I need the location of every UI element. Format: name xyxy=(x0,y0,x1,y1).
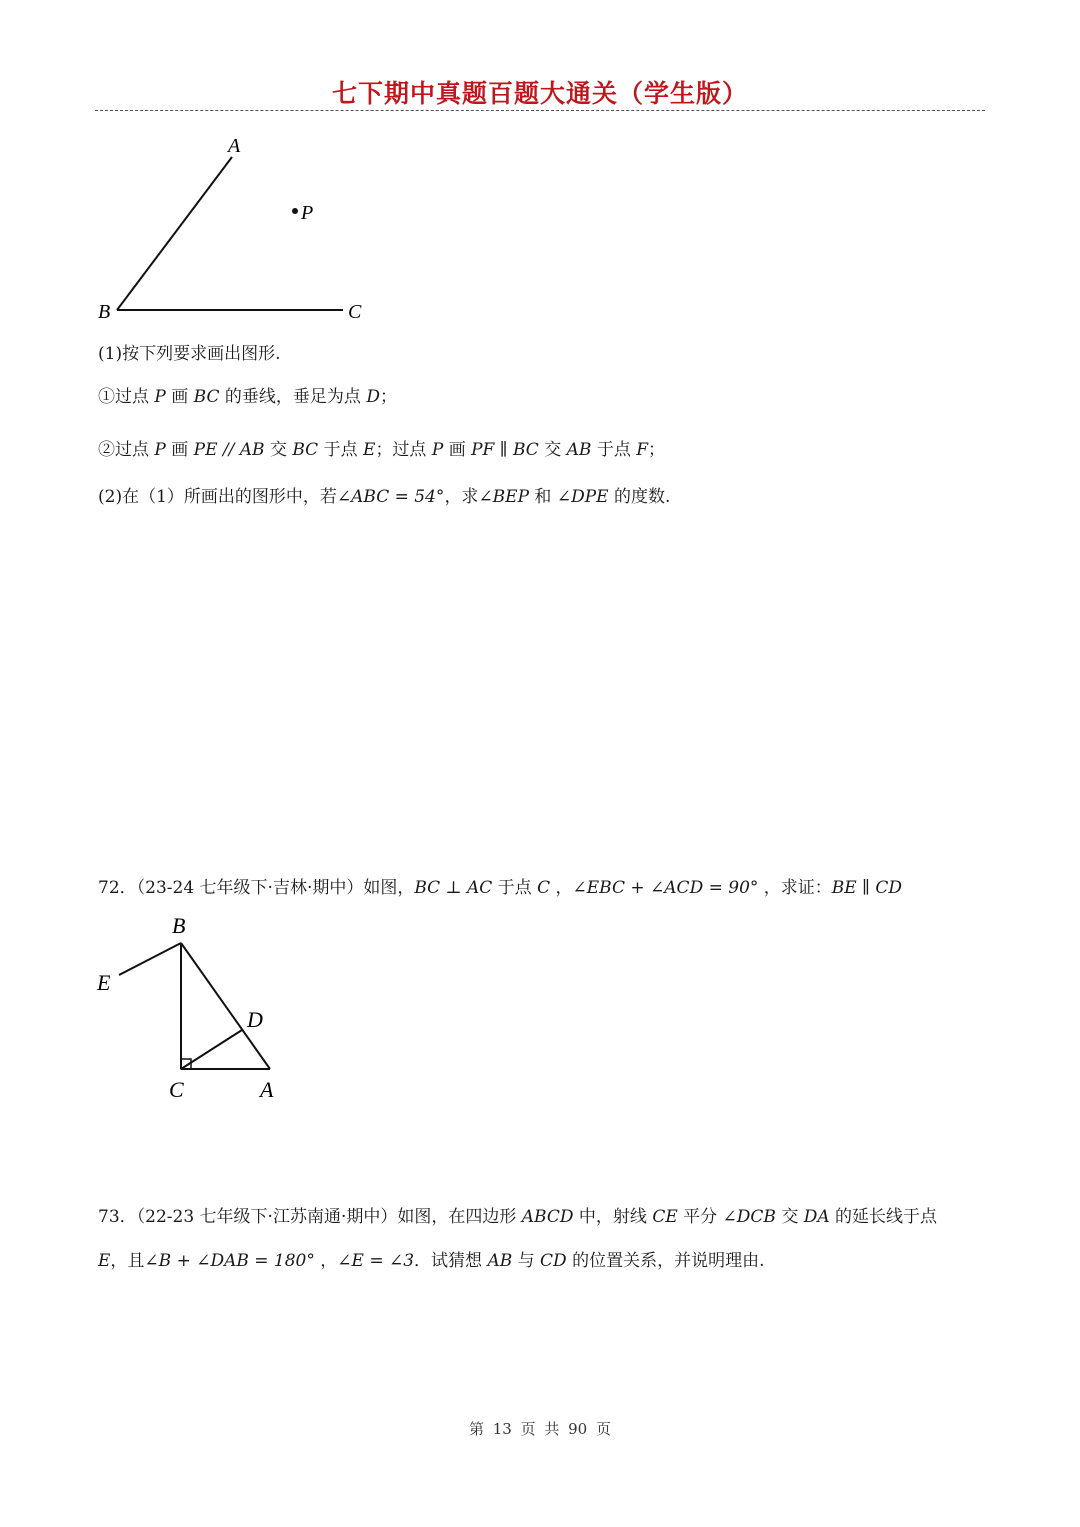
q71-part2: (2)在（1）所画出的图形中，若∠ABC = 54°，求∠BEP 和 ∠DPE 的度数. xyxy=(98,487,671,507)
q71-step2: ②过点 P 画 PE // AB 交 BC 于点 E；过点 P 画 PF ∥ BC 交 AB 于点 F； xyxy=(98,440,666,460)
label-e: E xyxy=(97,970,111,995)
label-a: A xyxy=(260,1077,274,1102)
segment-be xyxy=(119,943,181,975)
q73-line1: 73．（22-23 七年级下·江苏南通·期中）如图，在四边形 ABCD 中，射线 CE 平分 ∠DCB 交 DA 的延长线于点 xyxy=(98,1207,938,1227)
header-divider xyxy=(95,110,985,111)
label-b: B xyxy=(98,301,111,323)
page-header-title: 七下期中真题百题大通关（学生版） xyxy=(331,79,748,108)
label-a: A xyxy=(228,135,241,157)
figure-triangle-bca xyxy=(90,905,310,1105)
segment-ba xyxy=(117,157,232,310)
q71-part1: (1)按下列要求画出图形. xyxy=(98,344,281,364)
segment-ba xyxy=(181,943,270,1069)
label-c: C xyxy=(169,1077,184,1102)
label-c: C xyxy=(348,301,362,323)
segment-cd xyxy=(181,1030,242,1069)
figure-angle-abc xyxy=(90,130,390,330)
label-p: P xyxy=(301,202,314,224)
label-b: B xyxy=(172,913,186,938)
q73-line2: E，且∠B + ∠DAB = 180° ，∠E = ∠3．试猜想 AB 与 CD 的位置关系，并说明理由. xyxy=(98,1251,765,1271)
q72-statement: 72．（23-24 七年级下·吉林·期中）如图，BC ⊥ AC 于点 C ，∠EBC + ∠ACD = 90° ，求证：BE ∥ CD xyxy=(98,878,902,898)
q71-step1: ①过点 P 画 BC 的垂线，垂足为点 D； xyxy=(98,387,397,407)
point-p-dot xyxy=(292,208,298,214)
label-d: D xyxy=(247,1007,263,1032)
page-footer: 第 13 页 共 90 页 xyxy=(468,1420,611,1438)
